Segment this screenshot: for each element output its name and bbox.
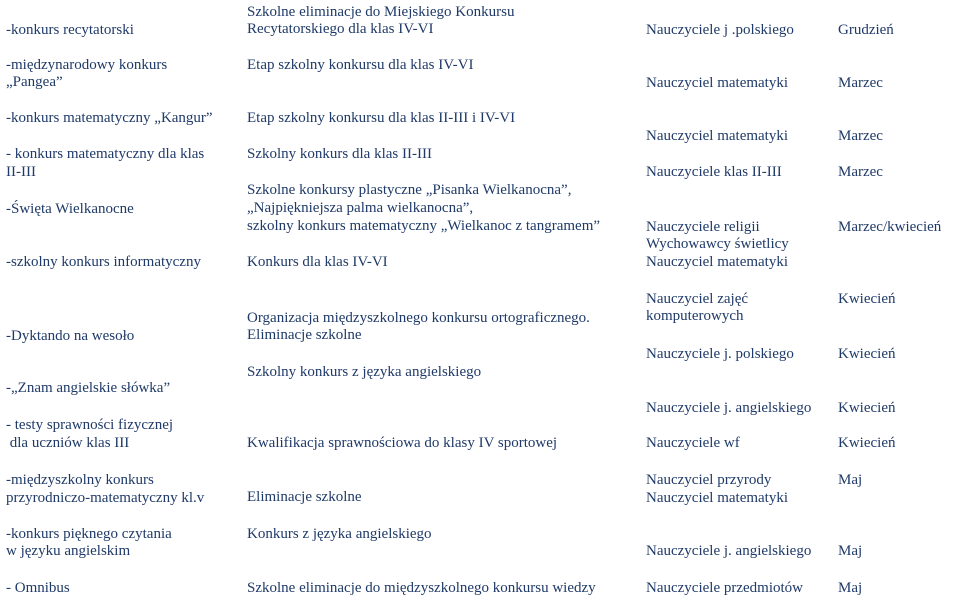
- month: Marzec: [838, 75, 883, 91]
- contest-name: -międzynarodowy konkurs: [6, 57, 168, 73]
- month: Kwiecień: [838, 400, 896, 416]
- contest-name: - Omnibus: [6, 580, 70, 596]
- contest-description: Eliminacje szkolne: [247, 489, 362, 505]
- responsible-teacher: Nauczyciele religii: [646, 219, 760, 235]
- contest-name: przyrodniczo-matematyczny kl.v: [6, 490, 205, 506]
- month: Marzec: [838, 164, 883, 180]
- contest-description: Szkolny konkurs dla klas II-III: [247, 146, 432, 162]
- contest-description: „Najpiękniejsza palma wielkanocna”,: [247, 200, 474, 216]
- contest-description: Eliminacje szkolne: [247, 327, 362, 343]
- month: Maj: [838, 580, 863, 596]
- contest-name: -konkurs matematyczny „Kangur”: [6, 110, 213, 126]
- contest-name: dla uczniów klas III: [6, 435, 130, 451]
- contest-name: -konkurs pięknego czytania: [6, 526, 172, 542]
- month: Kwiecień: [838, 346, 896, 362]
- month: Maj: [838, 543, 863, 559]
- contest-description: Etap szkolny konkursu dla klas IV-VI: [247, 57, 474, 73]
- contest-name: - testy sprawności fizycznej: [6, 417, 174, 433]
- responsible-teacher: Nauczyciele wf: [646, 435, 740, 451]
- contest-description: szkolny konkurs matematyczny „Wielkanoc z tangramem”: [247, 218, 601, 234]
- responsible-teacher: Nauczyciele j .polskiego: [646, 22, 794, 38]
- contest-description: Szkolne eliminacje do Miejskiego Konkursu: [247, 4, 515, 20]
- contest-description: Szkolne konkursy plastyczne „Pisanka Wielkanocna”,: [247, 182, 572, 198]
- responsible-teacher: Wychowawcy świetlicy: [646, 236, 789, 252]
- responsible-teacher: Nauczyciel matematyki: [646, 490, 789, 506]
- contest-name: -Dyktando na wesoło: [6, 328, 135, 344]
- contest-name: „Pangea”: [6, 74, 63, 90]
- contest-name: II-III: [6, 164, 36, 180]
- responsible-teacher: Nauczyciele przedmiotów: [646, 580, 804, 596]
- month: Kwiecień: [838, 435, 896, 451]
- contest-name: -międzyszkolny konkurs: [6, 472, 154, 488]
- responsible-teacher: Nauczyciel przyrody: [646, 472, 772, 488]
- responsible-teacher: Nauczyciel matematyki: [646, 254, 789, 270]
- contest-name: -„Znam angielskie słówka”: [6, 380, 171, 396]
- responsible-teacher: Nauczyciele j. angielskiego: [646, 400, 812, 416]
- contest-name: -szkolny konkurs informatyczny: [6, 254, 201, 270]
- responsible-teacher: komputerowych: [646, 308, 744, 324]
- contest-description: Kwalifikacja sprawnościowa do klasy IV sportowej: [247, 435, 558, 451]
- responsible-teacher: Nauczyciel zajęć: [646, 291, 749, 307]
- contest-description: Etap szkolny konkursu dla klas II-III i IV-VI: [247, 110, 516, 126]
- contest-name: - konkurs matematyczny dla klas: [6, 146, 205, 162]
- contest-description: Konkurs dla klas IV-VI: [247, 254, 388, 270]
- month: Marzec/kwiecień: [838, 219, 942, 235]
- responsible-teacher: Nauczyciele klas II-III: [646, 164, 782, 180]
- month: Kwiecień: [838, 291, 896, 307]
- contest-name: w języku angielskim: [6, 543, 131, 559]
- responsible-teacher: Nauczyciele j. angielskiego: [646, 543, 812, 559]
- contest-name: -konkurs recytatorski: [6, 22, 134, 38]
- month: Maj: [838, 472, 863, 488]
- month: Marzec: [838, 128, 883, 144]
- contest-name: -Święta Wielkanocne: [6, 201, 134, 217]
- responsible-teacher: Nauczyciel matematyki: [646, 128, 789, 144]
- contest-description: Recytatorskiego dla klas IV-VI: [247, 21, 434, 37]
- contest-description: Organizacja międzyszkolnego konkursu ortograficznego.: [247, 310, 590, 326]
- responsible-teacher: Nauczyciele j. polskiego: [646, 346, 794, 362]
- responsible-teacher: Nauczyciel matematyki: [646, 75, 789, 91]
- contest-description: Szkolny konkurs z języka angielskiego: [247, 364, 482, 380]
- month: Grudzień: [838, 22, 894, 38]
- contest-description: Konkurs z języka angielskiego: [247, 526, 432, 542]
- contest-description: Szkolne eliminacje do międzyszkolnego konkursu wiedzy: [247, 580, 596, 596]
